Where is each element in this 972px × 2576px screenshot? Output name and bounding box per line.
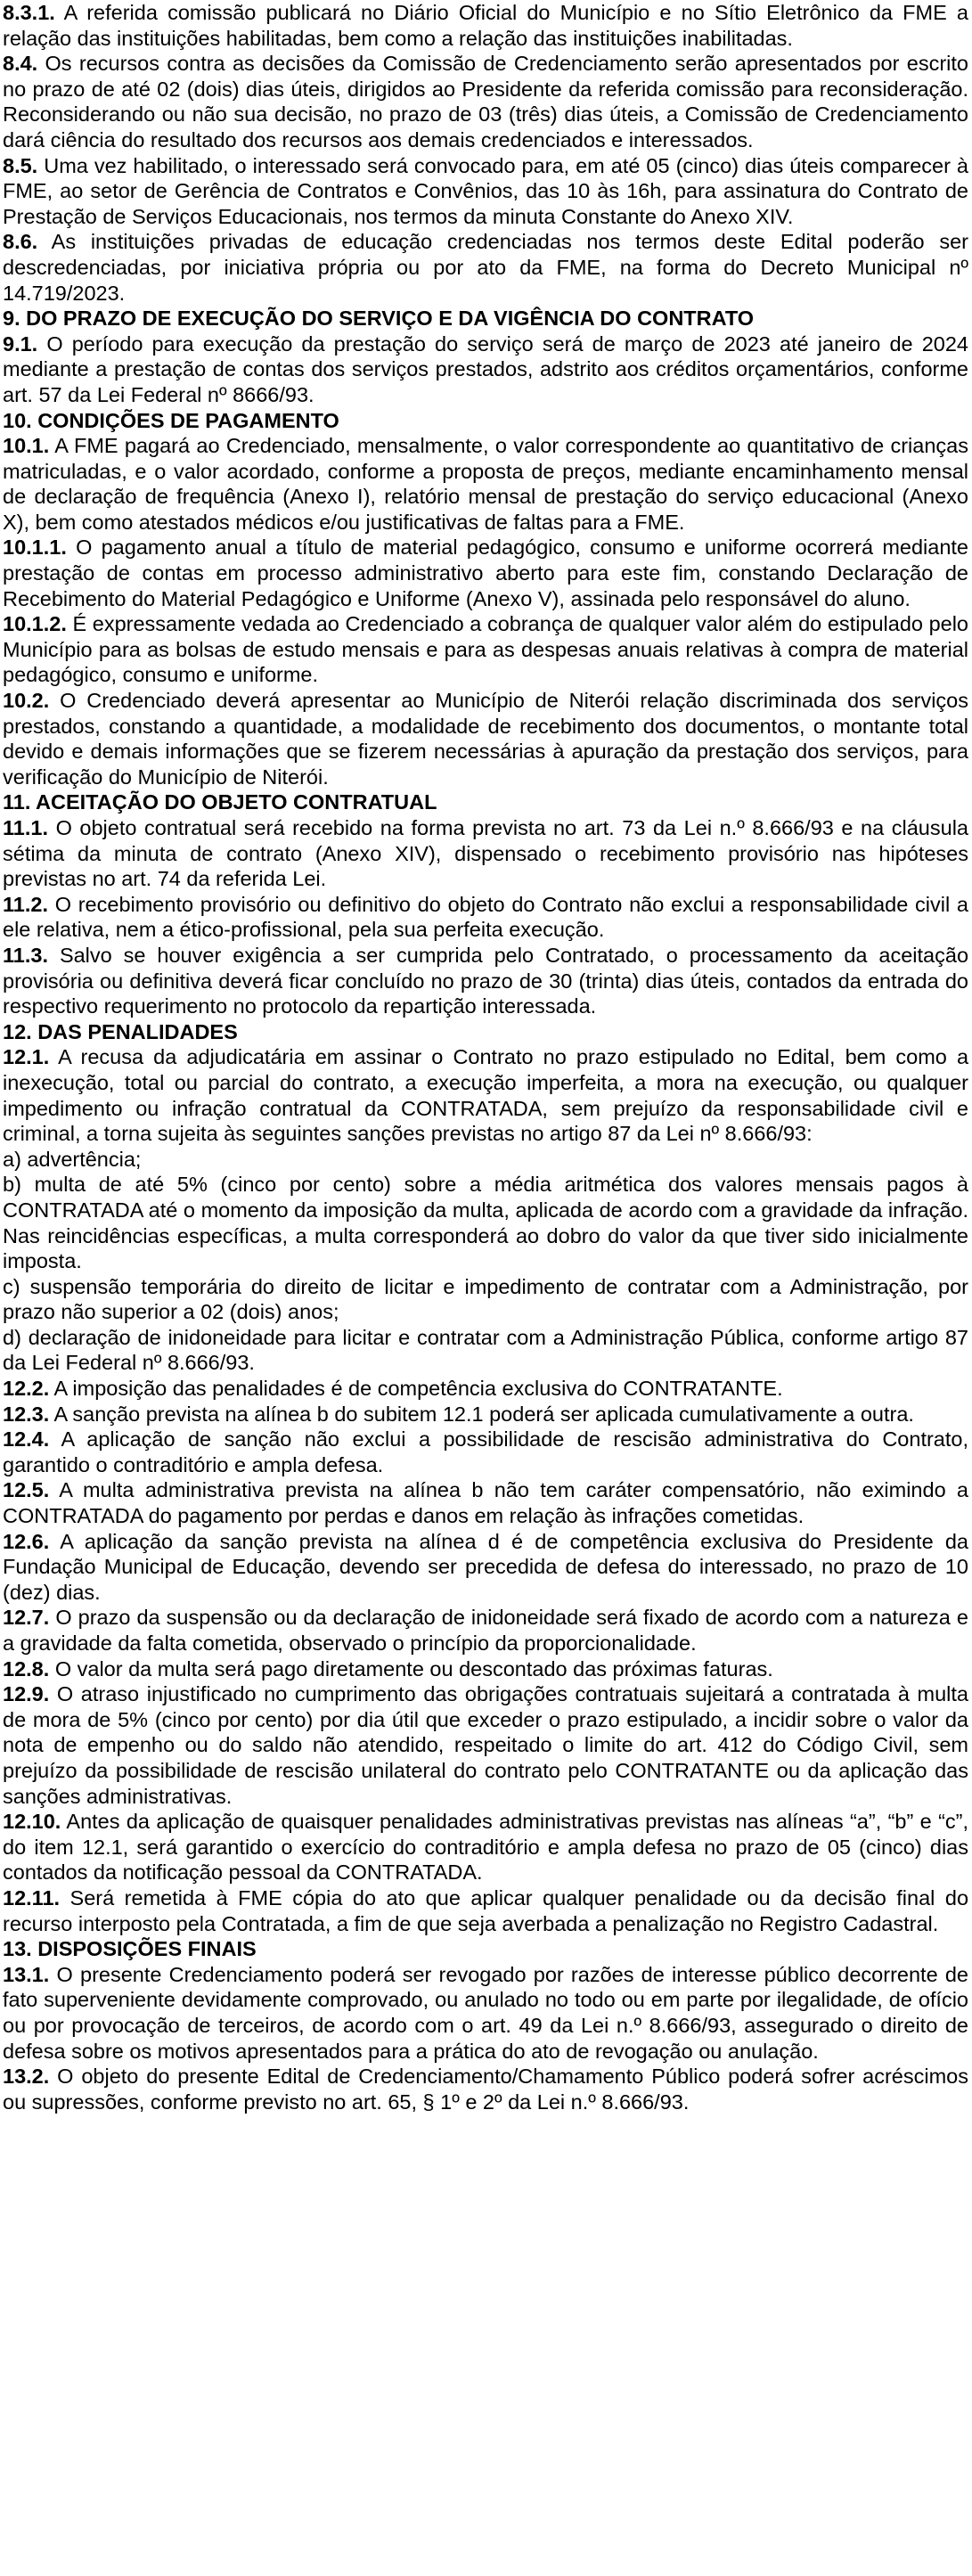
clause-text: O objeto contratual será recebido na forma prevista no art. 73 da Lei n.º 8.666/93 e na cláusula sétima da minuta de contrato (Anexo XIV), dispensado o recebimento provisório nas hipóteses previstas no art. 74 da referida Lei. xyxy=(3,816,968,891)
clause-number: 12.9. xyxy=(3,1682,50,1706)
clause-text: A aplicação da sanção prevista na alínea d é de competência exclusiva do Presidente da Fundação Municipal de Educação, devendo ser precedida de defesa do interessado, no prazo de 10 (dez) dias. xyxy=(3,1529,968,1604)
section-heading: 11. ACEITAÇÃO DO OBJETO CONTRATUAL xyxy=(3,790,437,814)
section-heading: 9. DO PRAZO DE EXECUÇÃO DO SERVIÇO E DA VIGÊNCIA DO CONTRATO xyxy=(3,307,755,331)
clause-text: Será remetida à FME cópia do ato que aplicar qualquer penalidade ou da decisão final do recurso interposto pela Contratada, a fim de que seja averbada a penalização no Registro Cadastral. xyxy=(3,1885,969,1935)
clause-paragraph xyxy=(3,51,968,152)
clause-number: 10.1.2. xyxy=(3,612,67,636)
clause-text: Antes da aplicação de quaisquer penalidades administrativas previstas nas alíneas “a”, “b” e “c”, do item 12.1, será garantido o exercício do contraditório e ampla defesa no prazo de 05 (cinco) dias contados da notificação pessoal da CONTRATADA. xyxy=(3,1810,968,1885)
clause-text: a) advertência; xyxy=(3,1147,142,1171)
clause-number: 11.2. xyxy=(3,892,48,916)
section-heading: 10. CONDIÇÕES DE PAGAMENTO xyxy=(3,408,339,432)
clause-text: Os recursos contra as decisões da Comissão de Credenciamento serão apresentados por escrito no prazo de até 02 (dois) dias úteis, dirigidos ao Presidente da referida comissão para reconsideração. Reconsiderando ou não sua decisão, no prazo de 03 (três) dias úteis, a Comissão de Credenciamento dará ciência do resultado dos recursos aos demais credenciados e interessados. xyxy=(3,52,968,151)
clause-number: 8.5. xyxy=(3,153,38,177)
clause-number: 12.4. xyxy=(3,1427,50,1452)
clause-number: 9.1. xyxy=(3,331,38,356)
clause-paragraph xyxy=(3,1656,968,1682)
clause-text: c) suspensão temporária do direito de licitar e impedimento de contratar com a Administração, por prazo não superior a 02 (dois) anos; xyxy=(3,1274,968,1324)
clause-number: 8.4. xyxy=(3,52,38,76)
clause-paragraph xyxy=(3,1376,968,1402)
clause-paragraph xyxy=(3,535,968,611)
section-heading: 12. DAS PENALIDADES xyxy=(3,1019,238,1043)
clause-number: 10.1.1. xyxy=(3,536,67,560)
clause-number: 12.5. xyxy=(3,1478,50,1502)
list-item xyxy=(3,1274,968,1325)
clause-text: O prazo da suspensão ou da declaração de inidoneidade será fixado de acordo com a natureza e a gravidade da falta cometida, observado o princípio da proporcionalidade. xyxy=(3,1606,968,1655)
clause-paragraph xyxy=(3,1402,968,1427)
clause-number: 12.7. xyxy=(3,1606,50,1630)
clause-paragraph xyxy=(3,1477,968,1528)
clause-text: b) multa de até 5% (cinco por cento) sobre a média aritmética dos valores mensais pagos à CONTRATADA até o momento da imposição da multa, aplicada de acordo com a gravidade da infração. Nas reincidências específicas, a multa corresponderá ao dobro do valor da que tiver sido inicialmente imposta. xyxy=(3,1173,968,1273)
clause-text: O valor da multa será pago diretamente ou descontado das próximas faturas. xyxy=(54,1656,773,1681)
clause-number: 12.2. xyxy=(3,1377,50,1401)
clause-number: 10.1. xyxy=(3,434,50,458)
clause-paragraph xyxy=(3,1809,968,1885)
clause-paragraph xyxy=(3,433,968,535)
clause-paragraph xyxy=(3,1529,968,1606)
clause-text: A sanção prevista na alínea b do subitem 12.1 poderá ser aplicada cumulativamente a outra. xyxy=(53,1402,914,1426)
clause-text: É expressamente vedada ao Credenciado a cobrança de qualquer valor além do estipulado pelo Município para as bolsas de estudo mensais e para as despesas anuais relativas à compra de material pedagógico, consumo e uniforme. xyxy=(3,612,969,687)
clause-text: Uma vez habilitado, o interessado será convocado para, em até 05 (cinco) dias úteis comparecer à FME, ao setor de Gerência de Contratos e Convênios, das 10 às 16h, para assinatura do Contrato de Prestação de Serviços Educacionais, nos termos da minuta Constante do Anexo XIV. xyxy=(3,153,968,228)
clause-text: As instituições privadas de educação credenciadas nos termos deste Edital poderão ser descredenciadas, por iniciativa própria ou por ato da FME, na forma do Decreto Municipal nº 14.719/2023. xyxy=(3,230,969,305)
clause-text: A multa administrativa prevista na alínea b não tem caráter compensatório, não eximindo a CONTRATADA do pagamento por perdas e danos em relação às infrações cometidas. xyxy=(3,1478,969,1528)
clause-paragraph xyxy=(3,0,968,51)
clause-paragraph xyxy=(3,611,968,688)
clause-paragraph xyxy=(3,815,968,892)
clause-paragraph xyxy=(3,1427,968,1477)
list-item xyxy=(3,1147,968,1173)
clause-number: 10.2. xyxy=(3,689,50,713)
clause-number: 13.1. xyxy=(3,1962,50,1986)
clause-paragraph xyxy=(3,1605,968,1656)
clause-paragraph xyxy=(3,1962,968,2064)
clause-number: 8.6. xyxy=(3,230,38,254)
clause-number: 12.6. xyxy=(3,1529,50,1553)
clause-paragraph xyxy=(3,688,968,789)
clause-text: A imposição das penalidades é de competência exclusiva do CONTRATANTE. xyxy=(53,1377,783,1401)
list-item xyxy=(3,1172,968,1273)
clause-number: 11.1. xyxy=(3,816,48,839)
clause-paragraph xyxy=(3,1681,968,1809)
clause-text: O período para execução da prestação do serviço será de março de 2023 até janeiro de 2024 mediante a prestação de contas dos serviços prestados, adstrito aos créditos orçamentários, conforme art. 57 da Lei Federal nº 8666/93. xyxy=(3,331,968,406)
clause-number: 12.11. xyxy=(3,1885,61,1910)
clause-text: d) declaração de inidoneidade para licitar e contratar com a Administração Pública, conforme artigo 87 da Lei Federal nº 8.666/93. xyxy=(3,1325,968,1375)
clause-number: 12.3. xyxy=(3,1402,50,1426)
clause-text: Salvo se houver exigência a ser cumprida pelo Contratado, o processamento da aceitação provisória ou definitiva deverá ficar concluído no prazo de 30 (trinta) dias úteis, contados da entrada do respectivo requerimento no protocolo da repartição interessada. xyxy=(3,943,969,1018)
clause-text: O objeto do presente Edital de Credenciamento/Chamamento Público poderá sofrer acréscimos ou supressões, conforme previsto no art. 65, § 1º e 2º da Lei n.º 8.666/93. xyxy=(3,2065,968,2114)
clause-text: O presente Credenciamento poderá ser revogado por razões de interesse público decorrente de fato superveniente devidamente comprovado, ou anulado no todo ou em parte por ilegalidade, de ofício ou por provocação de terceiros, de acordo com o art. 49 da Lei n.º 8.666/93, assegurado o direito de defesa sobre os motivos apresentados para a prática do ato de revogação ou anulação. xyxy=(3,1962,968,2063)
clause-paragraph xyxy=(3,1885,968,1936)
clause-paragraph xyxy=(3,229,968,306)
clause-text: A recusa da adjudicatária em assinar o Contrato no prazo estipulado no Edital, bem como a inexecução, total ou parcial do contrato, a execução imperfeita, a mora na execução, ou qualquer impedimento ou infração contratual da CONTRATADA, sem prejuízo da responsabilidade civil e criminal, a torna sujeita às seguintes sanções previstas no artigo 87 da Lei nº 8.666/93: xyxy=(3,1045,969,1146)
clause-number: 12.8. xyxy=(3,1656,50,1681)
clause-paragraph xyxy=(3,153,968,230)
clause-number: 8.3.1. xyxy=(3,1,55,24)
clause-paragraph xyxy=(3,892,968,943)
clause-paragraph xyxy=(3,2064,968,2114)
clause-paragraph xyxy=(3,331,968,408)
clause-text: A FME pagará ao Credenciado, mensalmente, o valor correspondente ao quantitativo de crianças matriculadas, e o valor acordado, conforme a proposta de preços, mediante encaminhamento mensal de declaração de frequência (Anexo I), relatório mensal de prestação do serviço educacional (Anexo X), bem como atestados médicos e/ou justificativas de faltas para a FME. xyxy=(3,434,968,534)
clause-text: O pagamento anual a título de material pedagógico, consumo e uniforme ocorrerá mediante prestação de contas em processo administrativo aberto para este fim, constando Declaração de Recebimento do Material Pedagógico e Uniforme (Anexo V), assinada pelo responsável do aluno. xyxy=(3,536,969,610)
section-heading: 13. DISPOSIÇÕES FINAIS xyxy=(3,1937,257,1961)
clause-number: 13.2. xyxy=(3,2065,50,2089)
clause-text: A referida comissão publicará no Diário Oficial do Município e no Sítio Eletrônico da FME a relação das instituições habilitadas, bem como a relação das instituições inabilitadas. xyxy=(3,1,968,50)
clause-paragraph xyxy=(3,943,968,1019)
clause-number: 12.1. xyxy=(3,1045,50,1069)
clause-paragraph xyxy=(3,1044,968,1146)
list-item xyxy=(3,1325,968,1376)
clause-text: O atraso injustificado no cumprimento das obrigações contratuais sujeitará a contratada à multa de mora de 5% (cinco por cento) por dia útil que exceder o prazo estipulado, a incidir sobre o valor da nota de empenho ou do saldo não atendido, respeitado o limite do art. 412 do Código Civil, sem prejuízo da possibilidade de rescisão unilateral do contrato pelo CONTRATANTE ou da aplicação das sanções administrativas. xyxy=(3,1682,968,1808)
clause-text: O recebimento provisório ou definitivo do objeto do Contrato não exclui a responsabilidade civil a ele relativa, nem a ético-profissional, pela sua perfeita execução. xyxy=(3,892,968,942)
clause-text: A aplicação de sanção não exclui a possibilidade de rescisão administrativa do Contrato, garantido o contraditório e ampla defesa. xyxy=(3,1427,968,1476)
clause-number: 11.3. xyxy=(3,943,48,967)
clause-text: O Credenciado deverá apresentar ao Município de Niterói relação discriminada dos serviços prestados, constando a quantidade, a modalidade de recebimento dos documentos, o montante total devido e demais informações que se fizerem necessárias à apuração da prestação dos serviços, para verificação do Município de Niterói. xyxy=(3,689,968,789)
clause-number: 12.10. xyxy=(3,1810,61,1834)
